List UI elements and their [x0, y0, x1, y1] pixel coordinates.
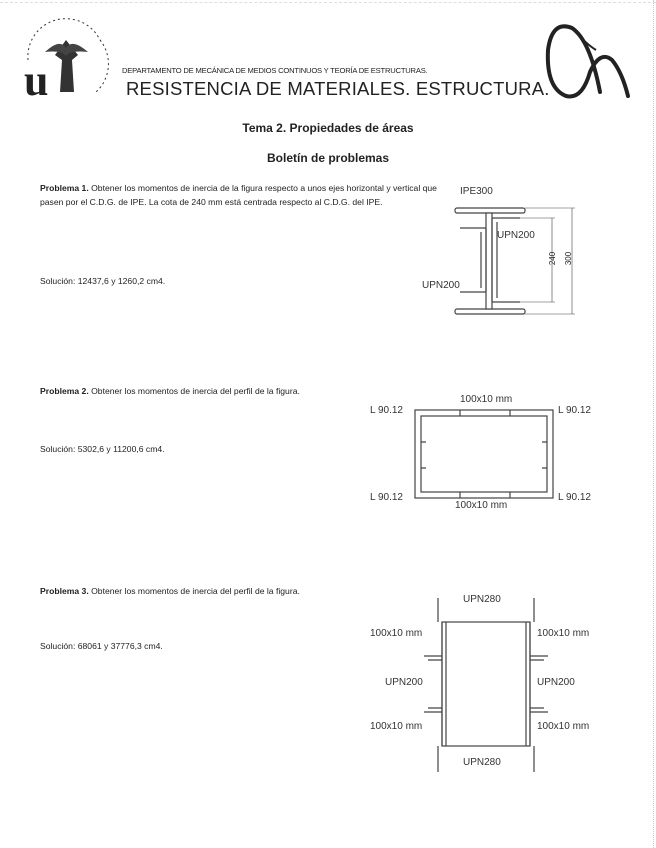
problem-2-statement	[40, 384, 440, 398]
label-upn-right: UPN200	[497, 230, 535, 241]
subtitle-heading: Boletín de problemas	[266, 151, 390, 165]
problem-text: Obtener los momentos de inercia de la figura respecto a unos ejes horizontal y vertical que pasen por el C.D.G. de IPE. La cota de 240 mm está centrada respecto al C.D.G. del IPE.	[40, 183, 437, 207]
figure-upn-plates	[424, 598, 548, 772]
course-title: RESISTENCIA DE MATERIALES. ESTRUCTURA.	[126, 78, 550, 99]
label-angle-tr: L 90.12	[558, 405, 591, 416]
department-name: DEPARTAMENTO DE MECÁNICA DE MEDIOS CONTINUOS Y TEORÍA DE ESTRUCTURAS.	[122, 66, 428, 75]
label-angle-bl: L 90.12	[370, 492, 403, 503]
problem-text: Obtener los momentos de inercia del perfil de la figura.	[91, 386, 300, 396]
problem-1-statement	[40, 181, 440, 209]
label-ipe: IPE300	[460, 186, 493, 197]
problem-label: Problema 3.	[40, 586, 89, 596]
problem-label: Problema 1.	[40, 183, 89, 193]
label-upn-left: UPN200	[422, 280, 460, 291]
label-upn-right: UPN200	[537, 677, 575, 688]
label-plate-bl: 100x10 mm	[370, 721, 423, 732]
label-upn-left: UPN200	[385, 677, 423, 688]
problem-1-solution: Solución: 12437,6 y 1260,2 cm4.	[40, 276, 166, 286]
label-angle-br: L 90.12	[558, 492, 591, 503]
problem-text: Obtener los momentos de inercia del perfil de la figura.	[91, 586, 300, 596]
label-plate-tl: 100x10 mm	[370, 628, 423, 639]
dim-300: 300	[564, 251, 574, 266]
label-upn-top: UPN280	[463, 594, 501, 605]
topic-heading: Tema 2. Propiedades de áreas	[242, 121, 414, 135]
label-plate-tr: 100x10 mm	[537, 628, 590, 639]
problem-2-solution: Solución: 5302,6 y 11200,6 cm4.	[40, 444, 165, 454]
problem-label: Problema 2.	[40, 386, 89, 396]
department-logo	[548, 26, 628, 96]
label-plate-br: 100x10 mm	[537, 721, 590, 732]
label-angle-tl: L 90.12	[370, 405, 403, 416]
dim-240: 240	[548, 251, 558, 266]
problem-3-statement	[40, 584, 440, 598]
label-plate-bottom: 100x10 mm	[455, 500, 508, 511]
university-logo	[24, 19, 108, 105]
svg-text:u: u	[24, 56, 49, 105]
problem-3-solution: Solución: 68061 y 37776,3 cm4.	[40, 641, 163, 651]
label-upn-bottom: UPN280	[463, 757, 501, 768]
label-plate-top: 100x10 mm	[460, 394, 513, 405]
